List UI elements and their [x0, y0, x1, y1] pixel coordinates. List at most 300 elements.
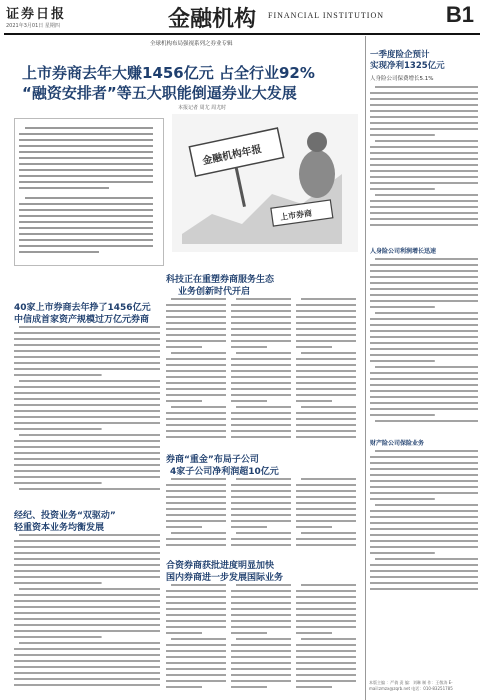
text-line [166, 400, 202, 402]
article-4-title-1: 券商“重金”布局子公司 [166, 455, 259, 465]
text-line [236, 298, 291, 300]
text-line [166, 328, 226, 330]
text-line [296, 346, 332, 348]
text-line [370, 276, 478, 278]
text-line [19, 326, 160, 328]
text-line [14, 636, 102, 638]
text-line [370, 456, 478, 458]
text-line [14, 476, 160, 478]
text-line [296, 340, 356, 342]
text-line [166, 322, 226, 324]
text-line [370, 408, 478, 410]
text-line [370, 468, 478, 470]
text-line [231, 686, 267, 688]
text-line [296, 382, 356, 384]
text-line [171, 584, 226, 586]
series-line: 全球机构布局强视系列之券业专辑 [150, 41, 233, 47]
text-line [296, 656, 356, 658]
text-line [296, 674, 356, 676]
text-line [236, 532, 291, 534]
text-line [14, 594, 160, 596]
text-line [370, 390, 478, 392]
text-line [14, 546, 160, 548]
text-line [14, 332, 160, 334]
text-line [296, 394, 356, 396]
text-line [370, 152, 478, 154]
masthead [0, 0, 484, 36]
intro-box [14, 118, 164, 266]
text-line [14, 600, 160, 602]
text-line [370, 396, 478, 398]
text-line [375, 504, 478, 506]
text-line [14, 552, 160, 554]
text-line [14, 470, 160, 472]
text-line [166, 680, 226, 682]
text-line [296, 526, 332, 528]
article-2-title-1: 经纪、投资业务“双驱动” [14, 511, 116, 521]
text-line [166, 346, 202, 348]
text-line [231, 668, 291, 670]
text-line [166, 614, 226, 616]
text-line [14, 558, 160, 560]
text-line [166, 388, 226, 390]
text-line [296, 544, 356, 546]
text-line [14, 678, 160, 680]
text-line [19, 534, 160, 536]
text-line [375, 194, 478, 196]
text-line [166, 650, 226, 652]
text-line [231, 590, 291, 592]
right-section-2: 财产险公司保险业务 [370, 440, 425, 447]
text-line [370, 318, 478, 320]
text-line [171, 638, 226, 640]
text-line [370, 576, 478, 578]
text-line [231, 382, 291, 384]
text-line [231, 340, 291, 342]
text-line [166, 538, 226, 540]
text-line [231, 490, 291, 492]
text-line [166, 644, 226, 646]
text-line [301, 584, 356, 586]
text-line [166, 394, 226, 396]
text-line [370, 264, 478, 266]
text-line [370, 200, 478, 202]
text-line [231, 620, 291, 622]
text-line [166, 310, 226, 312]
text-line [375, 86, 478, 88]
text-line [296, 650, 356, 652]
text-line [231, 430, 291, 432]
text-line [231, 304, 291, 306]
text-line [370, 384, 478, 386]
issue-date: 2021年3月01日 星期四 [6, 23, 60, 29]
text-line [370, 330, 478, 332]
text-line [370, 480, 478, 482]
text-line [166, 590, 226, 592]
text-line [296, 686, 332, 688]
text-line [296, 514, 356, 516]
text-line [370, 92, 478, 94]
lead-headline-line-1: 上市券商去年大赚1456亿元 占全行业92% [22, 64, 315, 82]
text-line [296, 496, 356, 498]
text-line [14, 564, 160, 566]
text-line [166, 674, 226, 676]
text-line [166, 382, 226, 384]
illustration-svg [172, 114, 358, 252]
text-line [370, 516, 478, 518]
text-line [296, 304, 356, 306]
text-line [171, 298, 226, 300]
text-line [370, 128, 478, 130]
text-line [370, 270, 478, 272]
right-title-2: 实现净利1325亿元 [370, 61, 445, 71]
text-line [370, 206, 478, 208]
text-line [231, 418, 291, 420]
text-line [166, 514, 226, 516]
text-line [370, 474, 478, 476]
text-line [296, 388, 356, 390]
text-line [231, 662, 291, 664]
text-line [375, 258, 478, 260]
text-line [231, 376, 291, 378]
text-line [231, 538, 291, 540]
text-line [370, 306, 435, 308]
text-line [166, 620, 226, 622]
text-line [14, 404, 160, 406]
text-line [236, 584, 291, 586]
text-line [296, 620, 356, 622]
text-line [231, 614, 291, 616]
article-2-title-2: 轻重资本业务均衡发展 [14, 523, 105, 533]
text-line [370, 98, 478, 100]
text-line [370, 528, 478, 530]
text-line [370, 372, 478, 374]
text-line [370, 212, 478, 214]
text-line [166, 304, 226, 306]
text-line [14, 386, 160, 388]
text-line [231, 370, 291, 372]
text-line [370, 552, 435, 554]
text-line [231, 358, 291, 360]
text-line [166, 508, 226, 510]
text-line [370, 414, 435, 416]
text-line [14, 344, 160, 346]
text-line [166, 602, 226, 604]
text-line [370, 300, 478, 302]
body-text-block-article-5 [166, 584, 356, 694]
text-line [14, 482, 102, 484]
text-line [296, 508, 356, 510]
text-line [236, 638, 291, 640]
text-line [231, 424, 291, 426]
text-line [231, 310, 291, 312]
text-line [14, 672, 160, 674]
text-line [375, 450, 478, 452]
text-line [166, 340, 226, 342]
text-line [375, 366, 478, 368]
text-line [296, 626, 356, 628]
text-line [231, 650, 291, 652]
text-line [370, 402, 478, 404]
right-text-lines-1 [370, 86, 480, 236]
text-line [166, 662, 226, 664]
text-line [370, 498, 435, 500]
text-line [14, 350, 160, 352]
text-line [296, 334, 356, 336]
text-line [14, 410, 160, 412]
lead-illustration [172, 114, 358, 252]
text-line [231, 526, 267, 528]
text-line [231, 602, 291, 604]
text-line [166, 424, 226, 426]
text-line [296, 358, 356, 360]
text-line [166, 668, 226, 670]
text-line [166, 502, 226, 504]
text-line [166, 544, 226, 546]
text-line [236, 478, 291, 480]
text-line [14, 648, 160, 650]
text-line [301, 478, 356, 480]
text-line [296, 436, 356, 438]
intro-text-lines [19, 123, 159, 261]
body-text-block-mid-right [166, 298, 356, 448]
text-line [236, 352, 291, 354]
text-line [166, 608, 226, 610]
masthead-rule [4, 33, 480, 35]
text-line [370, 354, 478, 356]
text-line [236, 406, 291, 408]
text-line [375, 312, 478, 314]
text-line [370, 336, 478, 338]
body-text-block-article-4 [166, 478, 356, 554]
text-line [19, 642, 160, 644]
text-line [370, 360, 435, 362]
text-line [370, 582, 478, 584]
right-section-1: 人身险公司利润增长迅速 [370, 248, 437, 255]
text-line [14, 540, 160, 542]
text-line [296, 364, 356, 366]
text-line [14, 684, 160, 686]
article-4-title-2: 4家子公司净利润超10亿元 [170, 467, 279, 477]
text-line [231, 436, 291, 438]
article-3-title-2: 业务创新时代开启 [178, 287, 251, 297]
text-line [370, 324, 478, 326]
text-line [166, 436, 226, 438]
text-line [370, 164, 478, 166]
text-line [296, 322, 356, 324]
section-title: 金融机构 [168, 6, 257, 32]
text-line [14, 398, 160, 400]
text-line [19, 588, 160, 590]
text-line [301, 406, 356, 408]
text-line [166, 484, 226, 486]
text-line [370, 510, 478, 512]
text-line [171, 406, 226, 408]
text-line [296, 418, 356, 420]
article-5-title-1: 合资券商获批进度明显加快 [166, 561, 275, 571]
text-line [231, 674, 291, 676]
text-line [19, 380, 160, 382]
text-line [370, 224, 478, 226]
text-line [370, 492, 478, 494]
text-line [14, 612, 160, 614]
page-number: B1 [445, 2, 474, 27]
text-line [231, 520, 291, 522]
article-3-title-1: 科技正在重塑券商服务生态 [166, 275, 275, 285]
text-line [14, 606, 160, 608]
text-line [301, 638, 356, 640]
text-line [296, 644, 356, 646]
right-text-lines-3 [370, 450, 480, 600]
text-line [166, 626, 226, 628]
text-line [370, 546, 478, 548]
text-line [296, 632, 332, 634]
text-line [14, 624, 160, 626]
text-line [14, 440, 160, 442]
text-line [370, 104, 478, 106]
text-line [296, 662, 356, 664]
text-line [166, 490, 226, 492]
text-line [370, 378, 478, 380]
text-line [231, 322, 291, 324]
text-line [166, 334, 226, 336]
text-line [296, 668, 356, 670]
sign-bottom-label: 上市券商 [279, 208, 313, 223]
article-1-title-2: 中信成首家资产规模过万亿元券商 [14, 315, 150, 325]
text-line [231, 656, 291, 658]
text-line [296, 430, 356, 432]
text-line [370, 122, 478, 124]
text-line [14, 374, 102, 376]
text-line [296, 596, 356, 598]
text-line [231, 544, 291, 546]
text-line [231, 316, 291, 318]
text-line [19, 488, 160, 490]
text-line [231, 364, 291, 366]
text-line [370, 342, 478, 344]
text-line [166, 364, 226, 366]
text-line [296, 614, 356, 616]
text-line [231, 346, 267, 348]
text-line [166, 520, 226, 522]
text-line [14, 356, 160, 358]
text-line [14, 416, 160, 418]
text-line [166, 316, 226, 318]
text-line [296, 680, 356, 682]
text-line [19, 434, 160, 436]
text-line [296, 590, 356, 592]
text-line [296, 376, 356, 378]
text-line [370, 218, 478, 220]
right-text-lines-2 [370, 258, 480, 428]
text-line [166, 430, 226, 432]
text-line [375, 420, 478, 422]
text-line [166, 376, 226, 378]
text-line [231, 496, 291, 498]
text-line [370, 462, 478, 464]
text-line [296, 502, 356, 504]
text-line [301, 352, 356, 354]
text-line [166, 656, 226, 658]
text-line [14, 576, 160, 578]
text-line [301, 532, 356, 534]
text-line [296, 412, 356, 414]
text-line [231, 680, 291, 682]
text-line [14, 464, 160, 466]
text-line [296, 400, 332, 402]
text-line [231, 608, 291, 610]
text-line [14, 666, 160, 668]
text-line [296, 484, 356, 486]
text-line [231, 514, 291, 516]
lead-byline: 本报记者 周尤 周尤时 [178, 105, 227, 111]
text-line [296, 310, 356, 312]
text-line [14, 392, 160, 394]
body-text-block-lower-left [14, 534, 160, 694]
text-line [14, 458, 160, 460]
section-title-en: FINANCIAL INSTITUTION [268, 11, 385, 20]
text-line [296, 316, 356, 318]
text-line [296, 424, 356, 426]
right-subtitle: 人身险公司保费增长5.1% [370, 76, 434, 82]
text-line [370, 146, 478, 148]
text-line [166, 632, 202, 634]
text-line [14, 428, 102, 430]
text-line [296, 520, 356, 522]
text-line [166, 496, 226, 498]
article-5-title-2: 国内券商进一步发展国际业务 [166, 573, 284, 583]
text-line [231, 644, 291, 646]
newspaper-logo: 证券日报 [6, 7, 67, 22]
right-title-1: 一季度险企预计 [370, 50, 430, 60]
text-line [14, 618, 160, 620]
text-line [375, 558, 478, 560]
text-line [231, 502, 291, 504]
text-line [14, 422, 160, 424]
text-line [14, 660, 160, 662]
text-line [171, 478, 226, 480]
text-line [14, 338, 160, 340]
text-line [370, 188, 435, 190]
text-line [231, 484, 291, 486]
lead-headline-line-2: “融资安排者”等五大职能倒逼券业大发展 [22, 84, 297, 102]
article-1-title-1: 40家上市券商去年挣了1456亿元 [14, 303, 151, 313]
text-line [370, 110, 478, 112]
sign-top-label: 金融机构年报 [201, 143, 263, 168]
text-line [166, 418, 226, 420]
text-line [171, 352, 226, 354]
text-line [166, 370, 226, 372]
text-line [370, 348, 478, 350]
text-line [231, 400, 267, 402]
text-line [370, 176, 478, 178]
text-line [231, 334, 291, 336]
text-line [296, 538, 356, 540]
text-line [231, 626, 291, 628]
text-line [14, 452, 160, 454]
text-line [14, 630, 160, 632]
text-line [370, 486, 478, 488]
text-line [171, 532, 226, 534]
text-line [231, 596, 291, 598]
text-line [166, 686, 202, 688]
text-line [296, 490, 356, 492]
text-line [231, 412, 291, 414]
text-line [296, 602, 356, 604]
text-line [375, 140, 478, 142]
text-line [370, 588, 478, 590]
text-line [14, 570, 160, 572]
